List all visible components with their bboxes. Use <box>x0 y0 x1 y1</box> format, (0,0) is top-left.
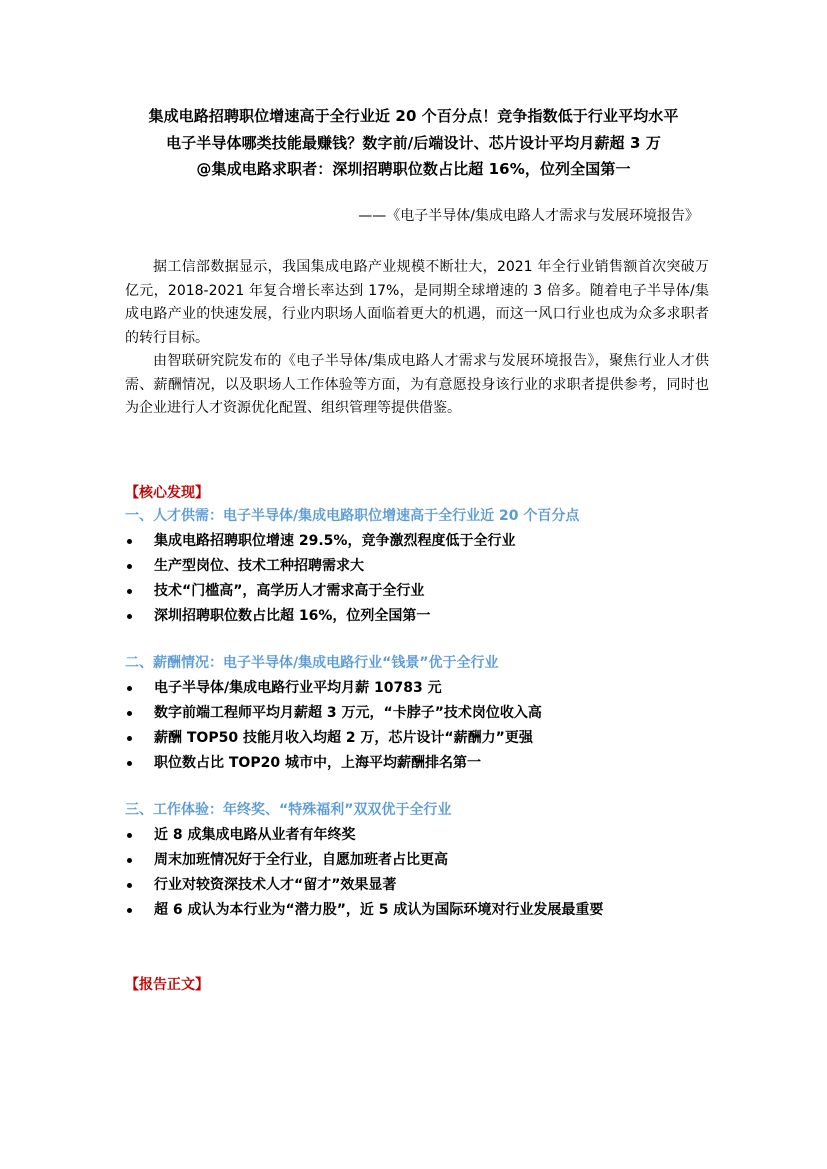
bullet-icon <box>127 761 132 766</box>
report-body-heading: 【报告正文】 <box>125 977 209 993</box>
bullet-icon <box>127 711 132 716</box>
section-title: 二、薪酬情况：电子半导体/集成电路行业“钱景”优于全行业 <box>125 655 499 671</box>
bullet-list <box>125 529 725 629</box>
headline-1: 集成电路招聘职位增速高于全行业近 20 个百分点！竞争指数低于行业平均水平 <box>148 107 679 125</box>
section-work-experience <box>125 799 725 923</box>
bullet-text: 行业对较资深技术人才“留才”效果显著 <box>154 877 397 893</box>
bullet-item <box>125 604 725 629</box>
bullet-text: 职位数占比 TOP20 城市中，上海平均薪酬排名第一 <box>154 755 481 771</box>
bullet-item <box>125 751 725 776</box>
bullet-item <box>125 823 725 848</box>
bullet-item <box>125 529 725 554</box>
bullet-text: 薪酬 TOP50 技能月收入均超 2 万，芯片设计“薪酬力”更强 <box>154 730 533 746</box>
bullet-list <box>125 676 725 776</box>
bullet-icon <box>127 858 132 863</box>
bullet-text: 数字前端工程师平均月薪超 3 万元，“卡脖子”技术岗位收入高 <box>154 705 542 721</box>
bullet-icon <box>127 883 132 888</box>
bullet-text: 电子半导体/集成电路行业平均月薪 10783 元 <box>154 680 442 696</box>
bullet-item <box>125 554 725 579</box>
bullet-icon <box>127 564 132 569</box>
bullet-text: 深圳招聘职位数占比超 16%，位列全国第一 <box>154 608 431 624</box>
intro-paragraph-1: 据工信部数据显示，我国集成电路产业规模不断壮大，2021 年全行业销售额首次突破万亿元，2018-2021 年复合增长率达到 17%，是同期全球增速的 3 倍多。随着电子半导体/集成电路产业的快速发展，行业内职场人面临着更大的机遇，而这一风口行业也成为众多求职者的转行目标。 <box>125 259 709 346</box>
bullet-text: 集成电路招聘职位增速 29.5%，竞争激烈程度低于全行业 <box>154 533 516 549</box>
bullet-text: 近 8 成集成电路从业者有年终奖 <box>154 827 356 843</box>
bullet-item <box>125 873 725 898</box>
bullet-item <box>125 726 725 751</box>
headline-3: @集成电路求职者：深圳招聘职位数占比超 16%，位列全国第一 <box>196 160 631 178</box>
bullet-text: 超 6 成认为本行业为“潜力股”，近 5 成认为国际环境对行业发展最重要 <box>154 902 604 918</box>
bullet-icon <box>127 736 132 741</box>
bullet-text: 周末加班情况好于全行业，自愿加班者占比更高 <box>154 852 448 868</box>
section-title: 一、人才供需：电子半导体/集成电路职位增速高于全行业近 20 个百分点 <box>125 508 580 524</box>
headline-2: 电子半导体哪类技能最赚钱？数字前/后端设计、芯片设计平均月薪超 3 万 <box>166 133 661 152</box>
bullet-icon <box>127 908 132 913</box>
bullet-icon <box>127 614 132 619</box>
bullet-icon <box>127 686 132 691</box>
bullet-item <box>125 898 725 923</box>
bullet-icon <box>127 833 132 838</box>
report-source: ——《电子半导体/集成电路人才需求与发展环境报告》 <box>358 208 699 224</box>
bullet-icon <box>127 539 132 544</box>
core-findings-heading: 【核心发现】 <box>125 485 209 501</box>
section-title: 三、工作体验：年终奖、“特殊福利”双双优于全行业 <box>125 802 452 818</box>
bullet-item <box>125 579 725 604</box>
section-salary <box>125 652 725 776</box>
bullet-text: 生产型岗位、技术工种招聘需求大 <box>154 558 364 574</box>
bullet-list <box>125 823 725 923</box>
bullet-item <box>125 848 725 873</box>
bullet-item <box>125 701 725 726</box>
section-talent-supply <box>125 505 725 629</box>
intro-paragraph-2: 由智联研究院发布的《电子半导体/集成电路人才需求与发展环境报告》，聚焦行业人才供需、薪酬情况，以及职场人工作体验等方面，为有意愿投身该行业的求职者提供参考，同时也为企业进行人才资源优化配置、组织管理等提供借鉴。 <box>125 353 709 416</box>
bullet-icon <box>127 589 132 594</box>
headline-block <box>0 103 827 183</box>
intro-text <box>125 256 709 421</box>
bullet-text: 技术“门槛高”，高学历人才需求高于全行业 <box>154 583 425 599</box>
bullet-item <box>125 676 725 701</box>
